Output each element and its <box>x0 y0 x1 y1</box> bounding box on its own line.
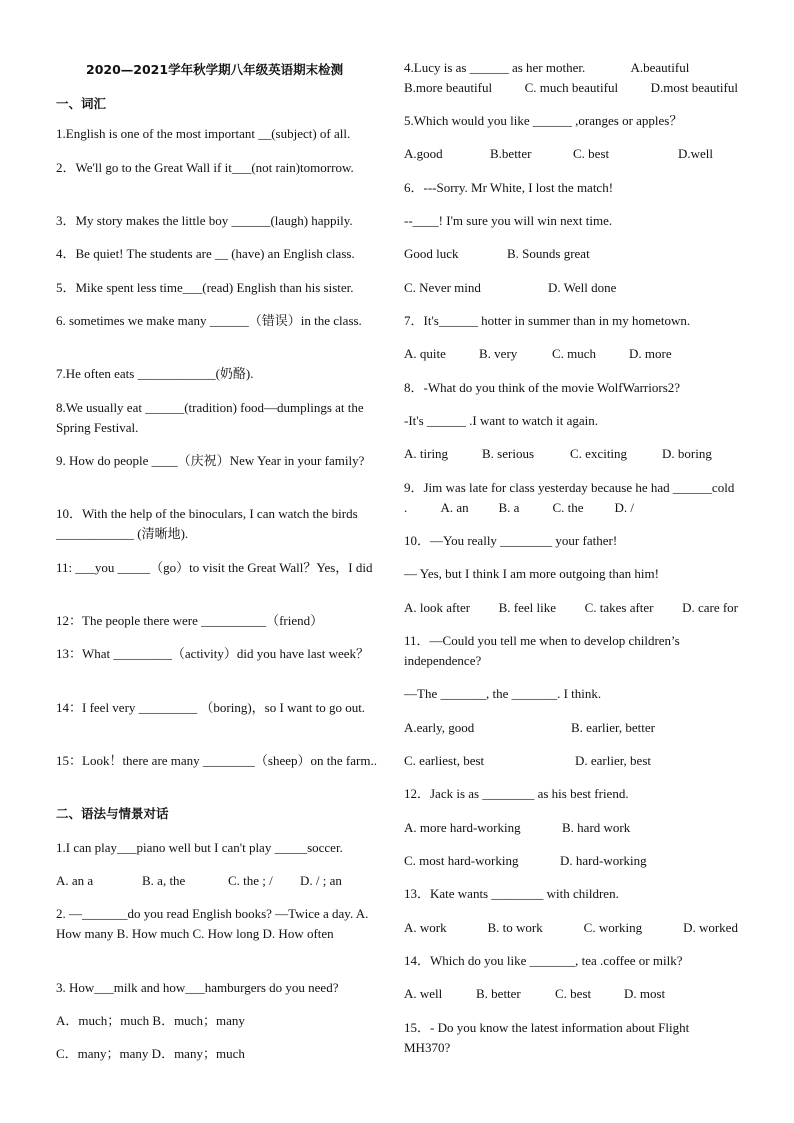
option-b: B. Sounds great <box>507 246 590 261</box>
option-b: B.more beautiful <box>404 80 493 95</box>
grammar-options-11b <box>404 751 738 771</box>
vocab-item-9: 9. How do people ____（庆祝）New Year in your family? <box>56 453 365 468</box>
vocab-item-3: 3．My story makes the little boy ______(laugh) happily. <box>56 213 353 228</box>
grammar-question-2: 2. —_______do you read English books? —Twice a day. A. How many B. How much C. How long D. How often <box>56 906 369 941</box>
option-d: D.most beautiful <box>650 80 738 95</box>
vocab-item-1: 1.English is one of the most important __(subject) of all. <box>56 126 351 141</box>
exam-title: 2020—2021学年秋学期八年级英语期末检测 <box>86 62 344 77</box>
grammar-options-3a: A．much；much B．much；many <box>56 1013 245 1028</box>
grammar-question-15: 15．- Do you know the latest information about Flight MH370? <box>404 1020 690 1055</box>
question-text: 4.Lucy is as ______ as her mother. <box>404 60 586 75</box>
vocab-item-15: 15：Look！there are many ________（sheep）on the farm.. <box>56 753 377 768</box>
grammar-options-7 <box>404 344 738 364</box>
grammar-question-1: 1.I can play___piano well but I can't play _____soccer. <box>56 840 343 855</box>
vocab-item-10: 10．With the help of the binoculars, I can watch the birds ____________ (清晰地). <box>56 506 358 541</box>
option-d: D. most <box>624 986 666 1001</box>
option-b: B. serious <box>482 446 534 461</box>
option-a: A. look after <box>404 600 471 615</box>
option-d: D. / ; an <box>300 873 342 888</box>
option-d: D. hard-working <box>560 853 647 868</box>
grammar-options-12a <box>404 818 738 838</box>
option-b: B.better <box>490 146 532 161</box>
option-c: C. the ; / <box>228 873 273 888</box>
grammar-question-10: 10．—You really ________ your father! <box>404 533 618 548</box>
grammar-question-4 <box>404 58 738 78</box>
option-a: A. tiring <box>404 446 449 461</box>
vocab-item-2: 2．We'll go to the Great Wall if it___(not rain)tomorrow. <box>56 160 354 175</box>
option-a: A.good <box>404 146 443 161</box>
option-b: B. a, the <box>142 873 186 888</box>
grammar-options-1 <box>56 871 392 891</box>
option-c: C. best <box>555 986 592 1001</box>
option-d: D. earlier, best <box>575 753 652 768</box>
option-a: A. quite <box>404 346 446 361</box>
option-d: D. boring <box>662 446 712 461</box>
grammar-options-14 <box>404 984 738 1004</box>
vocab-item-5: 5．Mike spent less time___(read) English than his sister. <box>56 280 354 295</box>
option-c: C. the <box>552 500 584 515</box>
option-b: B. better <box>476 986 521 1001</box>
option-d: D. Well done <box>548 280 617 295</box>
option-b: B. very <box>479 346 518 361</box>
grammar-options-6b <box>404 278 738 298</box>
grammar-options-6a <box>404 244 738 264</box>
section2-heading: 二、语法与情景对话 <box>56 806 169 821</box>
option-b: B. a <box>498 500 520 515</box>
question-text: 9．Jim was late for class yesterday because he had ______cold . <box>404 480 735 515</box>
option-c: C. much <box>552 346 597 361</box>
option-d: D. more <box>629 346 672 361</box>
grammar-question-9 <box>404 478 738 518</box>
grammar-options-4 <box>404 78 738 98</box>
option-a: Good luck <box>404 246 459 261</box>
option-c: C. Never mind <box>404 280 481 295</box>
option-c: C. much beautiful <box>524 80 619 95</box>
option-a: A. well <box>404 986 443 1001</box>
section1-heading: 一、词汇 <box>56 96 107 111</box>
option-d: D.well <box>678 146 714 161</box>
option-c: C. working <box>583 920 643 935</box>
option-d: D. care for <box>682 600 738 615</box>
grammar-options-8 <box>404 444 738 464</box>
vocab-item-8: 8.We usually eat ______(tradition) food—dumplings at the Spring Festival. <box>56 400 364 435</box>
vocab-item-14: 14：I feel very _________ （boring)，so I want to go out. <box>56 700 366 715</box>
grammar-options-10 <box>404 598 738 618</box>
grammar-options-3b: C．many；many D．many；much <box>56 1046 245 1061</box>
grammar-question-7: 7．It's______ hotter in summer than in my hometown. <box>404 313 691 328</box>
grammar-options-13 <box>404 918 738 938</box>
grammar-question-11-reply: —The _______, the _______. I think. <box>404 686 602 701</box>
option-a: A. more hard-working <box>404 820 521 835</box>
vocab-item-4: 4．Be quiet! The students are __ (have) an English class. <box>56 246 355 261</box>
option-c: C. exciting <box>570 446 628 461</box>
vocab-item-13: 13：What _________（activity）did you have last week？ <box>56 646 370 661</box>
option-a: A.beautiful <box>630 60 690 75</box>
option-a: A. an <box>440 500 469 515</box>
vocab-item-6: 6. sometimes we make many ______（错误）in the class. <box>56 313 362 328</box>
grammar-question-6-reply: --____! I'm sure you will win next time. <box>404 213 613 228</box>
grammar-question-6: 6．---Sorry. Mr White, I lost the match! <box>404 180 614 195</box>
option-b: B. feel like <box>498 600 557 615</box>
option-a: A. an a <box>56 873 94 888</box>
grammar-question-8: 8．-What do you think of the movie WolfWarriors2? <box>404 380 681 395</box>
grammar-question-14: 14．Which do you like _______, tea .coffee or milk? <box>404 953 683 968</box>
grammar-question-11: 11．—Could you tell me when to develop children’s independence? <box>404 633 680 668</box>
grammar-question-10-reply: — Yes, but I think I am more outgoing than him! <box>404 566 659 581</box>
option-c: C. takes after <box>584 600 654 615</box>
option-d: D. / <box>614 500 634 515</box>
option-c: C. best <box>573 146 610 161</box>
grammar-question-5: 5.Which would you like ______ ,oranges or apples？ <box>404 113 683 128</box>
vocab-item-12: 12：The people there were __________（friend） <box>56 613 324 628</box>
grammar-options-5 <box>404 144 738 164</box>
option-b: B. earlier, better <box>571 720 655 735</box>
grammar-question-3: 3. How___milk and how___hamburgers do you need? <box>56 980 339 995</box>
grammar-options-12b <box>404 851 738 871</box>
grammar-options-11a <box>404 718 738 738</box>
option-d: D. worked <box>683 920 738 935</box>
option-a: A.early, good <box>404 720 475 735</box>
grammar-question-8-reply: -It's ______ .I want to watch it again. <box>404 413 599 428</box>
option-b: B. to work <box>487 920 543 935</box>
grammar-question-12: 12．Jack is as ________ as his best friend. <box>404 786 629 801</box>
vocab-item-11: 11: ___you _____（go）to visit the Great Wall？Yes，I did <box>56 560 373 575</box>
vocab-item-7: 7.He often eats ____________(奶酪). <box>56 366 254 381</box>
option-c: C. earliest, best <box>404 753 485 768</box>
option-c: C. most hard-working <box>404 853 519 868</box>
option-b: B. hard work <box>562 820 631 835</box>
option-a: A. work <box>404 920 447 935</box>
grammar-question-13: 13．Kate wants ________ with children. <box>404 886 619 901</box>
